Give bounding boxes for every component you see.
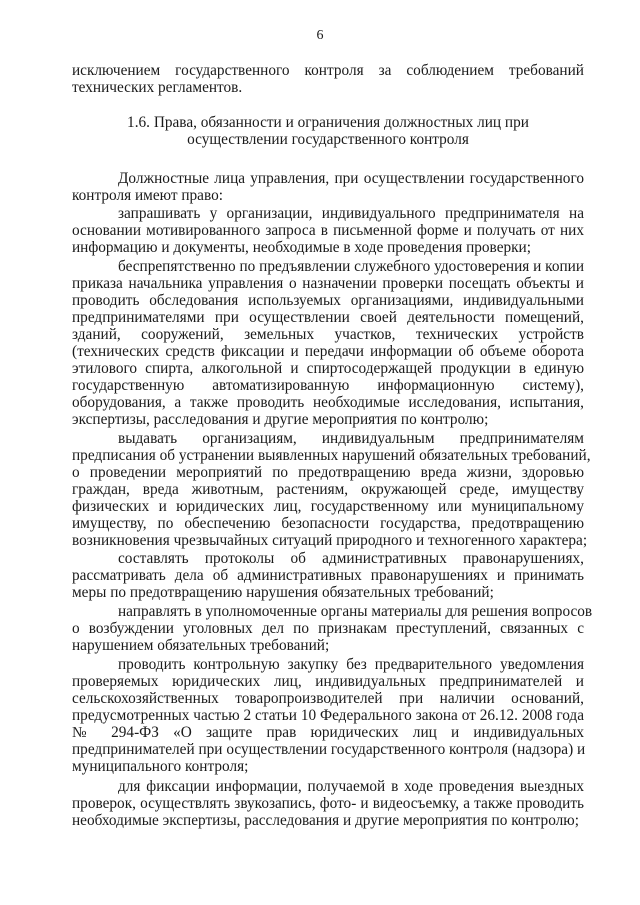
text-line: проводить контрольную закупку без предварительного уведомления bbox=[118, 656, 584, 673]
text-line: (технических средств фиксации и передачи информации об объеме оборота bbox=[72, 343, 584, 360]
text-line: физических и юридических лиц, государственному или муниципальному bbox=[72, 498, 584, 515]
text-line: запрашивать у организации, индивидуального предпринимателя на bbox=[118, 205, 584, 222]
text-line: имуществу, по обеспечению безопасности государства, предотвращению bbox=[72, 515, 584, 532]
text-line: этилового спирта, алкогольной и спиртосодержащей продукции в единую bbox=[72, 360, 584, 377]
text-line: зданий, сооружений, земельных участков, технических устройств bbox=[72, 326, 584, 343]
text-line: технических регламентов. bbox=[72, 79, 243, 96]
text-line: рассматривать дела об административных правонарушениях и принимать bbox=[72, 567, 584, 584]
text-line: государственную автоматизированную информационную систему), bbox=[72, 377, 584, 394]
text-line: для фиксации информации, получаемой в ходе проведения выездных bbox=[118, 778, 584, 795]
text-line: предпринимателями при осуществлении своей деятельности помещений, bbox=[72, 309, 584, 326]
text-line: проверяемых юридических лиц, индивидуальных предпринимателей и bbox=[72, 673, 584, 690]
text-line: предусмотренных частью 2 статьи 10 Федерального закона от 26.12. 2008 года bbox=[72, 707, 584, 724]
text-line: основании мотивированного запроса в письменной форме и получать от них bbox=[72, 222, 584, 239]
section-heading-line: осуществлении государственного контроля bbox=[187, 131, 469, 148]
text-line: оборудования, а также проводить необходимые исследования, испытания, bbox=[72, 394, 584, 411]
text-line: Должностные лица управления, при осуществлении государственного bbox=[118, 170, 584, 187]
page-number: 6 bbox=[316, 28, 324, 43]
text-line: граждан, вреда животным, растениям, окружающей среде, имуществу bbox=[72, 481, 584, 498]
text-line: исключением государственного контроля за соблюдением требований bbox=[72, 62, 584, 79]
text-line: о проведении мероприятий по предотвращению вреда жизни, здоровью bbox=[72, 464, 584, 481]
text-line: приказа начальника управления о назначении проверки посещать объекты и bbox=[72, 275, 584, 292]
text-line: составлять протоколы об административных правонарушениях, bbox=[118, 550, 584, 567]
text-line: информацию и документы, необходимые в ходе проведения проверки; bbox=[72, 239, 531, 256]
text-line: возникновения чрезвычайных ситуаций природного и техногенного характера; bbox=[72, 532, 588, 549]
section-heading-line: 1.6. Права, обязанности и ограничения должностных лиц при bbox=[127, 114, 529, 131]
text-line: беспрепятственно по предъявлении служебного удостоверения и копии bbox=[118, 258, 585, 275]
text-line: проводить обследования используемых организациями, индивидуальными bbox=[72, 292, 584, 309]
text-line: сельскохозяйственных товаропроизводителей при наличии оснований, bbox=[72, 690, 584, 707]
text-line: выдавать организациям, индивидуальным предпринимателям bbox=[118, 430, 584, 447]
text-line: экспертизы, расследования и другие мероприятия по контролю; bbox=[72, 411, 489, 428]
text-line: предписания об устранении выявленных нарушений обязательных требований, bbox=[72, 447, 591, 464]
text-line: № 294-ФЗ «О защите прав юридических лиц и индивидуальных bbox=[72, 724, 584, 741]
text-line: предпринимателей при осуществлении государственного контроля (надзора) и bbox=[72, 741, 586, 758]
text-line: контроля имеют право: bbox=[72, 187, 223, 204]
text-line: необходимые экспертизы, расследования и другие мероприятия по контролю; bbox=[72, 812, 579, 829]
text-line: нарушением обязательных требований; bbox=[72, 637, 330, 654]
text-line: направлять в уполномоченные органы материалы для решения вопросов bbox=[118, 603, 593, 620]
text-line: о возбуждении уголовных дел по признакам преступлений, связанных с bbox=[72, 620, 584, 637]
text-line: меры по предотвращению нарушения обязательных требований; bbox=[72, 584, 494, 601]
text-line: проверок, осуществлять звукозапись, фото- и видеосъемку, а также проводить bbox=[72, 795, 584, 812]
text-line: муниципального контроля; bbox=[72, 758, 249, 775]
